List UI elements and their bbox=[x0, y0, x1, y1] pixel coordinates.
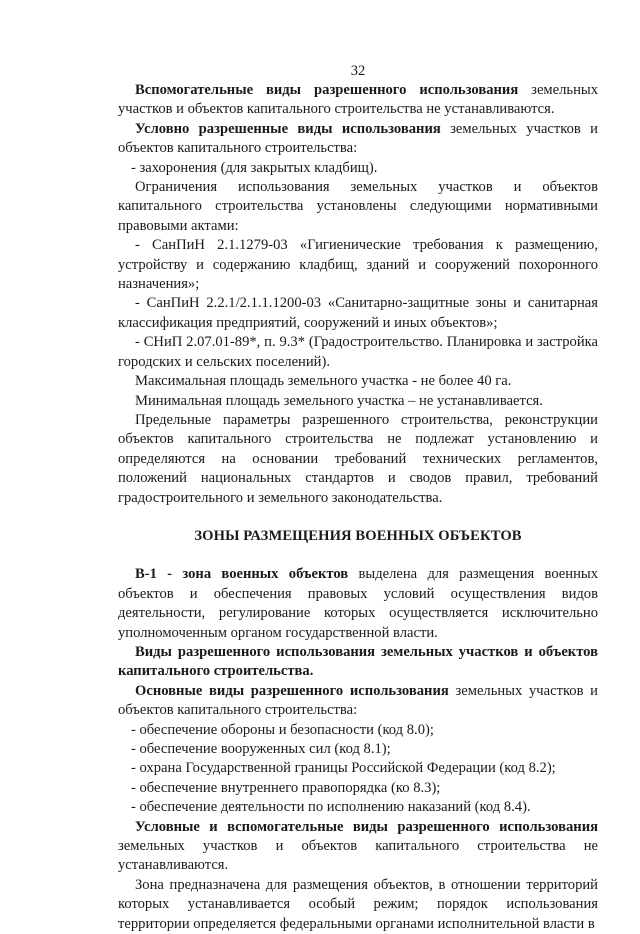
list-item: - обеспечение внутреннего правопорядка (ко 8.3); bbox=[131, 779, 441, 796]
paragraph bbox=[118, 818, 598, 876]
bold-term: Условные и вспомогательные виды разрешенного использования bbox=[135, 818, 598, 835]
list-item: - обеспечение обороны и безопасности (код 8.0); bbox=[131, 721, 434, 738]
paragraph: Зона предназначена для размещения объектов, в отношении территорий которых устанавливается особый режим; порядок использования территории определяется федеральными органами исполнительной власти в bbox=[118, 876, 598, 932]
paragraph-text: земельных участков и объектов капитального строительства: bbox=[118, 120, 598, 157]
bold-term: Виды разрешенного использования земельных участков и объектов капитального строительства. bbox=[118, 643, 598, 680]
normative-act: - СанПиН 2.1.1279-03 «Гигиенические требования к размещению, устройству и содержанию кладбищ, зданий и сооружений похоронного назначения»; bbox=[118, 237, 598, 293]
page-number: 32 bbox=[350, 63, 366, 79]
bold-term: В-1 - зона военных объектов bbox=[135, 566, 349, 583]
paragraph-text: земельных участков и объектов капитального строительства не устанавливаются. bbox=[118, 838, 598, 874]
subheading bbox=[118, 643, 598, 682]
bold-term: Условно разрешенные виды использования bbox=[135, 120, 441, 137]
paragraph: Минимальная площадь земельного участка – не устанавливается. bbox=[135, 392, 543, 409]
paragraph bbox=[118, 81, 598, 120]
normative-act: - СанПиН 2.2.1/2.1.1.1200-03 «Санитарно-защитные зоны и санитарная классификация предприятий, сооружений и иных объектов»; bbox=[118, 295, 598, 331]
bold-term: Основные виды разрешенного использования bbox=[135, 682, 449, 699]
bold-term: Вспомогательные виды разрешенного использования bbox=[135, 82, 519, 98]
list-item: - охрана Государственной границы Российской Федерации (код 8.2); bbox=[131, 760, 556, 777]
paragraph: Предельные параметры разрешенного строительства, реконструкции объектов капитального строительства не подлежат установлению и определяются на основании требований технических регламентов, положений национальных стандартов и сводов правил, требований градостроительного и земельного законодательства. bbox=[118, 411, 598, 506]
list-item: - обеспечение деятельности по исполнению наказаний (код 8.4). bbox=[131, 799, 531, 816]
paragraph-text: земельных участков и объектов капитального строительства не устанавливаются. bbox=[118, 82, 598, 118]
paragraph-text: земельных участков и объектов капитального строительства: bbox=[118, 682, 598, 719]
list-item: - захоронения (для закрытых кладбищ). bbox=[131, 159, 378, 176]
paragraph bbox=[118, 565, 598, 643]
paragraph: Ограничения использования земельных участков и объектов капитального строительства установлены следующими нормативными правовыми актами: bbox=[118, 179, 598, 234]
paragraph bbox=[118, 120, 598, 159]
section-heading: ЗОНЫ РАЗМЕЩЕНИЯ ВОЕННЫХ ОБЪЕКТОВ bbox=[194, 527, 522, 544]
normative-act: - СНиП 2.07.01-89*, п. 9.3* (Градостроительство. Планировка и застройка городских и сельских поселений). bbox=[118, 334, 598, 370]
list-item: - обеспечение вооруженных сил (код 8.1); bbox=[131, 741, 391, 757]
paragraph: Максимальная площадь земельного участка - не более 40 га. bbox=[135, 373, 512, 390]
paragraph-text: выделена для размещения военных объектов и обеспечения правовых условий осуществления видов деятельности, регулирование которых осуществляется исключительно уполномоченным органом государственной власти. bbox=[118, 566, 599, 641]
paragraph bbox=[118, 682, 598, 721]
